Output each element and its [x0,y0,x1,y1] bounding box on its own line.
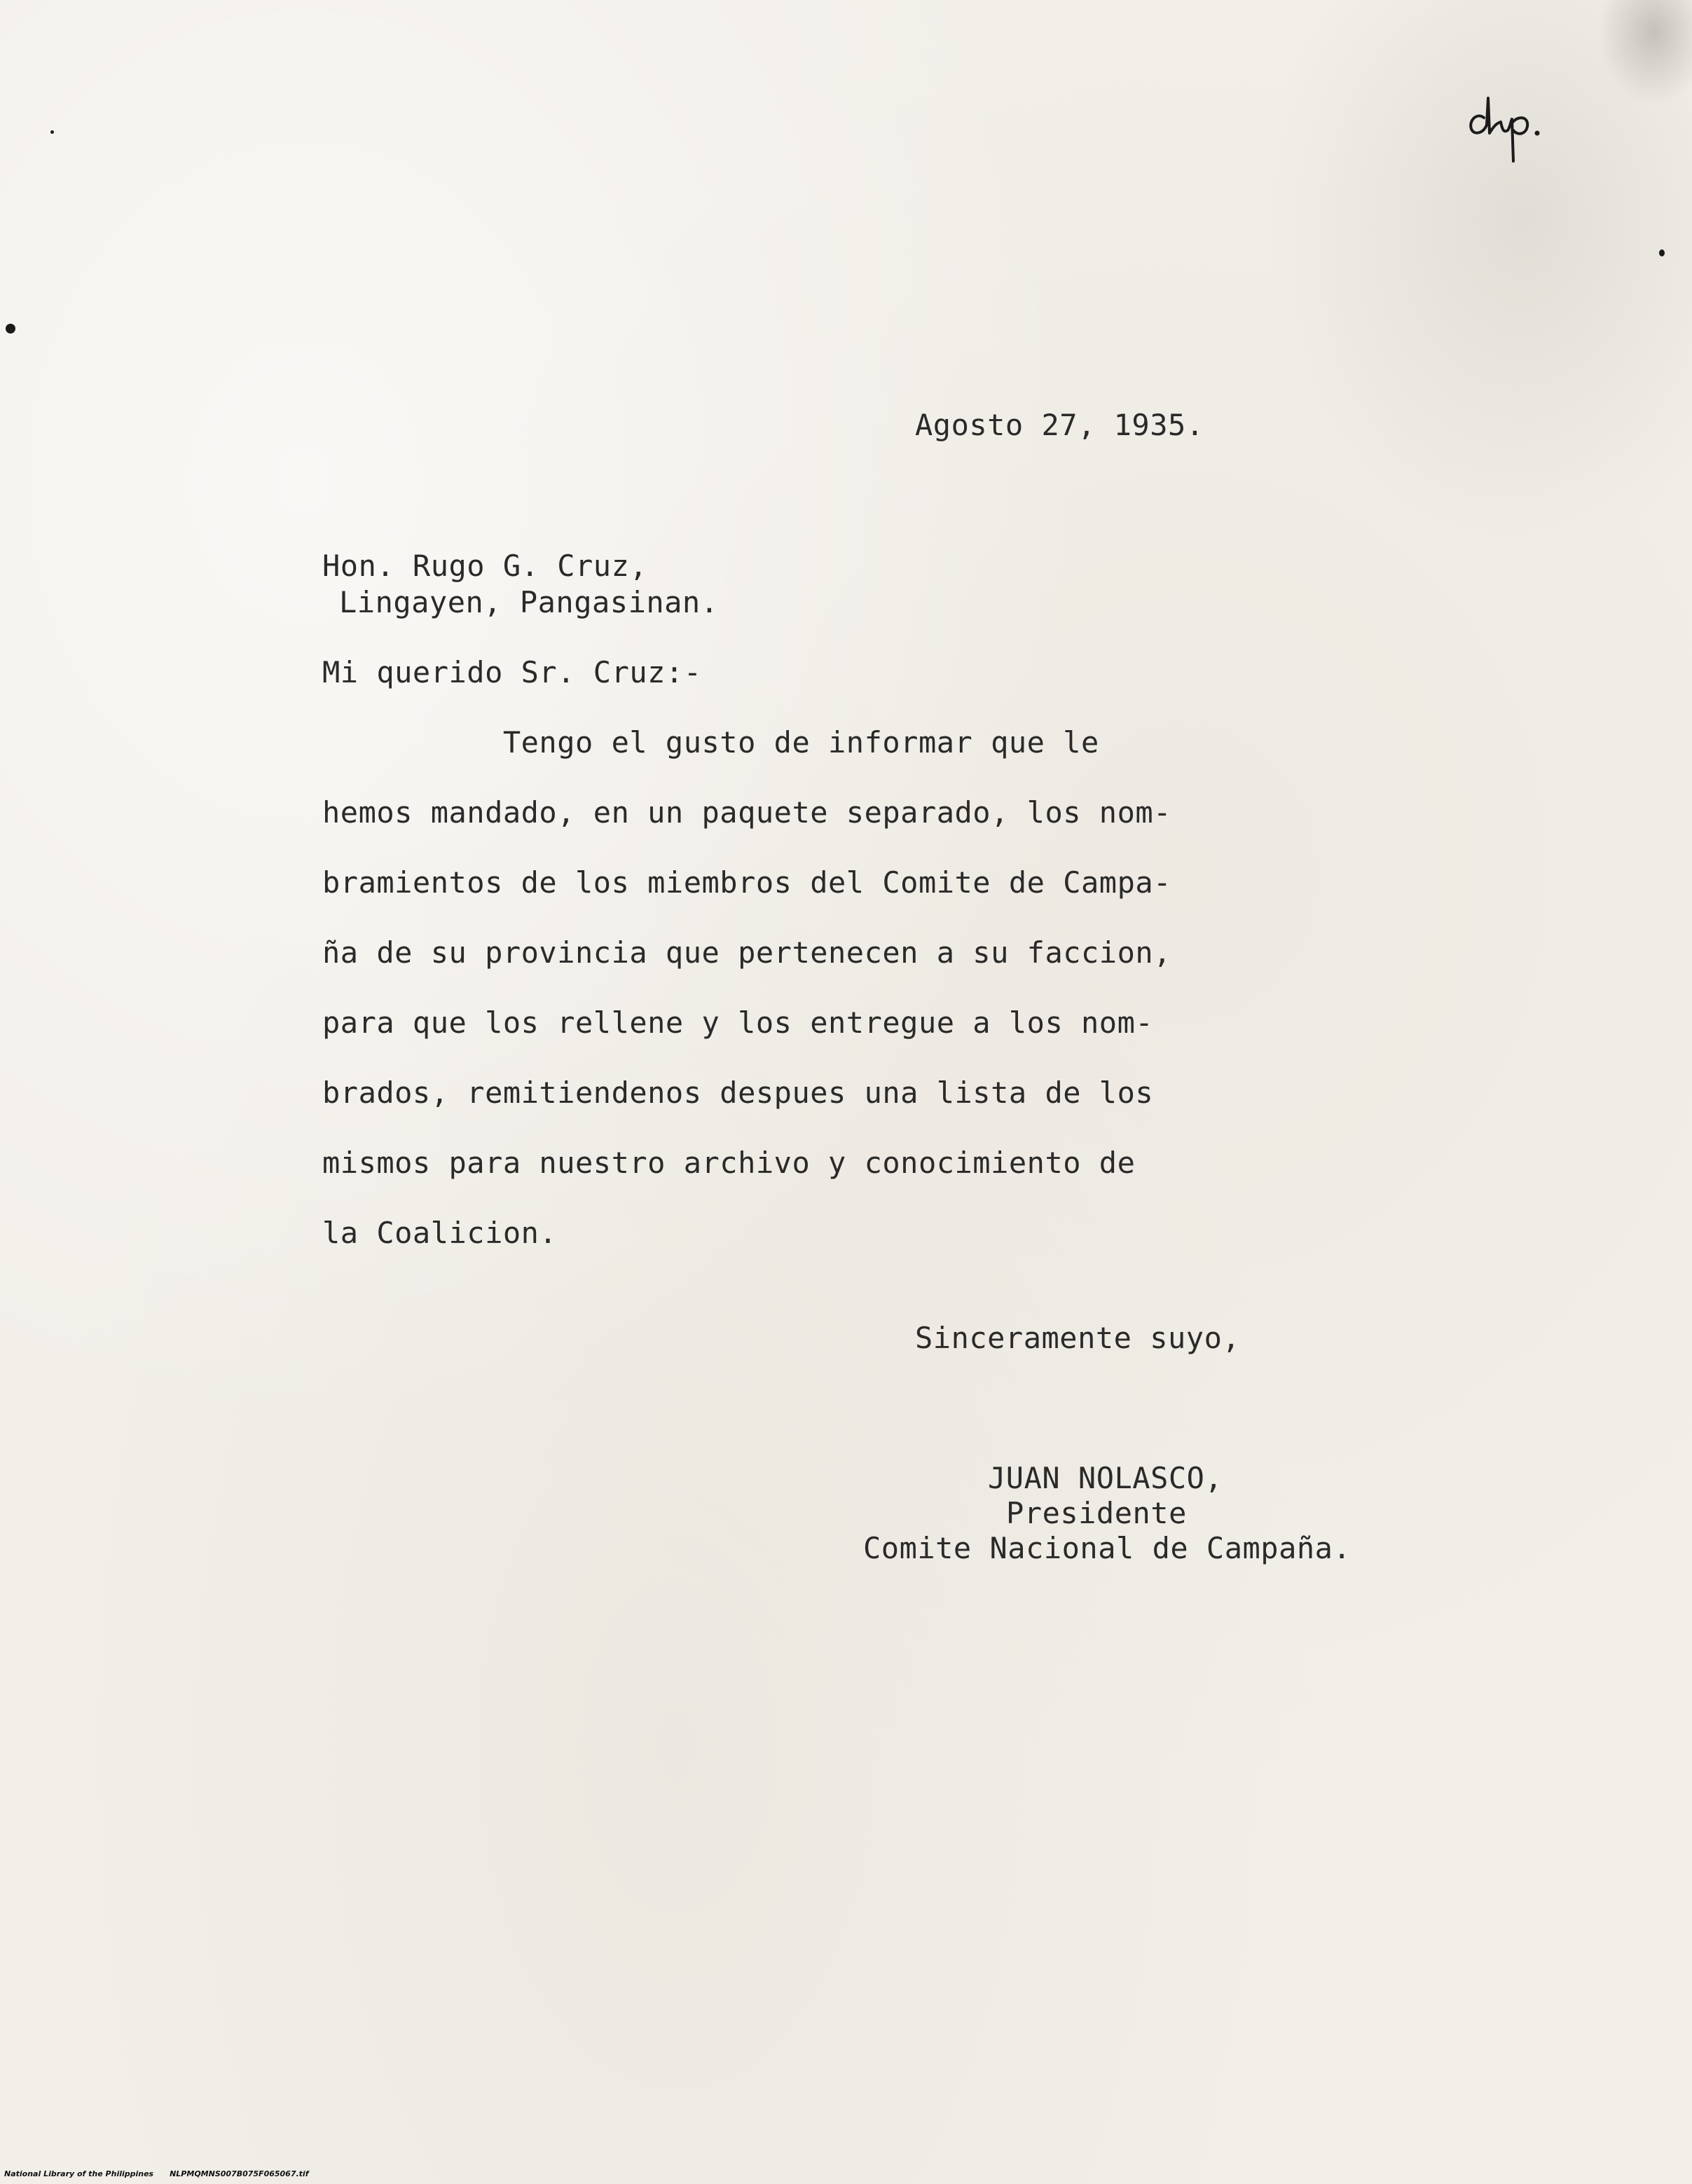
recipient-name: Hon. Rugo G. Cruz, [322,549,648,583]
body-line: hemos mandado, en un paquete separado, los nom- [322,795,1171,830]
salutation: Mi querido Sr. Cruz:- [322,655,702,689]
handwritten-dup-annotation [1464,84,1569,182]
ink-speck [6,324,15,334]
body-line: mismos para nuestro archivo y conocimiento de [322,1146,1136,1180]
signatory-name: JUAN NOLASCO, [988,1461,1223,1495]
archive-footer [4,2169,308,2178]
signatory-title: Presidente [1006,1496,1187,1530]
body-line: Tengo el gusto de informar que le [322,725,1099,760]
body-line: ña de su provincia que pertenecen a su faccion, [322,935,1171,970]
body-line: la Coalicion. [322,1216,558,1250]
body-line: brados, remitiendenos despues una lista de los [322,1076,1154,1110]
signatory-organization: Comite Nacional de Campaña. [863,1531,1351,1565]
body-line: bramientos de los miembros del Comite de Campa- [322,865,1171,900]
letter-date: Agosto 27, 1935. [915,408,1204,442]
footer-file-id: NLPMQMNS007B075F065067.tif [170,2169,309,2178]
corner-smudge [1597,0,1692,105]
closing: Sinceramente suyo, [915,1321,1241,1355]
body-line: para que los rellene y los entregue a los nom- [322,1005,1154,1040]
ink-speck [50,130,54,134]
recipient-address: Lingayen, Pangasinan. [339,585,719,619]
ink-speck [1659,249,1665,256]
footer-library: National Library of the Philippines [4,2169,154,2178]
